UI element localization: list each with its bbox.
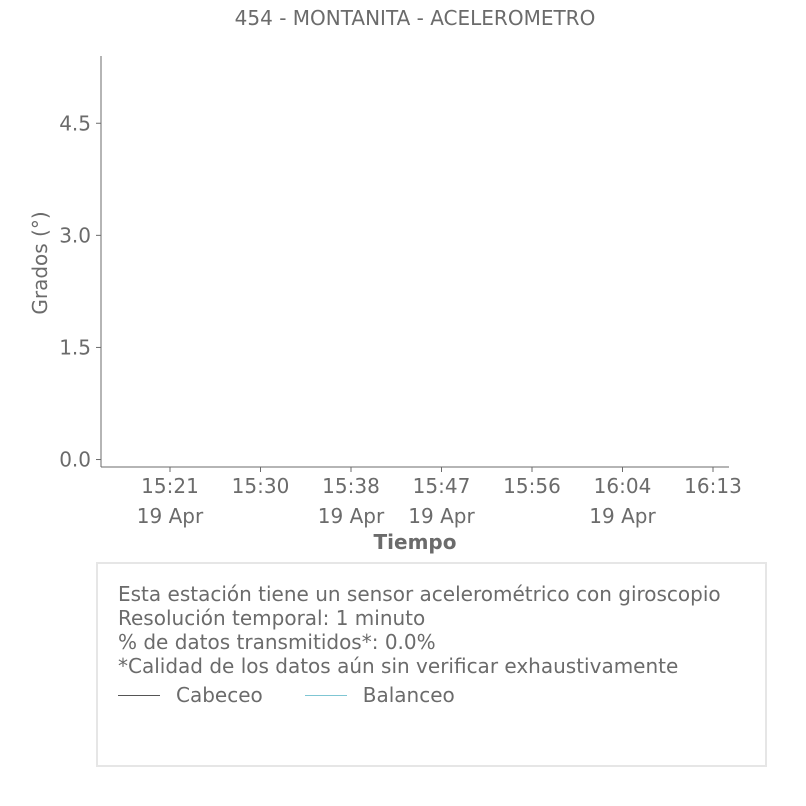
info-lines xyxy=(118,582,721,678)
x-tick-label: 16:04 xyxy=(593,474,652,498)
legend-label-balanceo: Balanceo xyxy=(362,683,455,707)
x-tick-label: 16:13 xyxy=(684,474,742,498)
y-tick-label: 3.0 xyxy=(59,223,91,248)
x-tick-date-label: 19 Apr xyxy=(408,504,475,528)
x-tick-label: 15:30 xyxy=(231,474,290,498)
x-tick-label: 15:47 xyxy=(412,474,471,498)
legend-item-cabeceo[interactable] xyxy=(118,683,263,707)
info-transmitted-line: % de datos transmitidos*: 0.0% xyxy=(118,630,436,654)
x-tick-date-label: 19 Apr xyxy=(317,504,385,528)
x-axis-label: Tiempo xyxy=(373,530,457,554)
info-resolution-line: Resolución temporal: 1 minuto xyxy=(118,606,426,630)
x-tick-label: 15:38 xyxy=(322,474,380,498)
x-tick-label: 15:56 xyxy=(503,474,561,498)
legend xyxy=(118,683,497,707)
x-tick-date-label: 19 Apr xyxy=(589,504,656,528)
info-quality-line: *Calidad de los datos aún sin verificar exhaustivamente xyxy=(118,654,679,678)
y-tick-label: 1.5 xyxy=(59,335,91,360)
legend-label-cabeceo: Cabeceo xyxy=(176,683,263,707)
legend-swatch-balanceo xyxy=(305,695,347,696)
legend-item-balanceo[interactable] xyxy=(305,683,455,707)
info-box xyxy=(96,562,767,767)
x-tick-label: 15:21 xyxy=(141,474,199,498)
y-tick-label: 0.0 xyxy=(59,447,91,472)
y-ticks xyxy=(59,111,101,471)
info-sensor-line: Esta estación tiene un sensor acelerométrico con giroscopio xyxy=(118,582,721,606)
y-tick-label: 4.5 xyxy=(59,111,91,136)
x-tick-date-label: 19 Apr xyxy=(136,504,204,528)
plot-area xyxy=(59,56,742,528)
y-axis-label: Grados (°) xyxy=(28,211,52,315)
chart-title: 454 - MONTANITA - ACELEROMETRO xyxy=(234,6,596,30)
x-ticks xyxy=(137,467,742,528)
legend-swatch-cabeceo xyxy=(118,695,160,696)
